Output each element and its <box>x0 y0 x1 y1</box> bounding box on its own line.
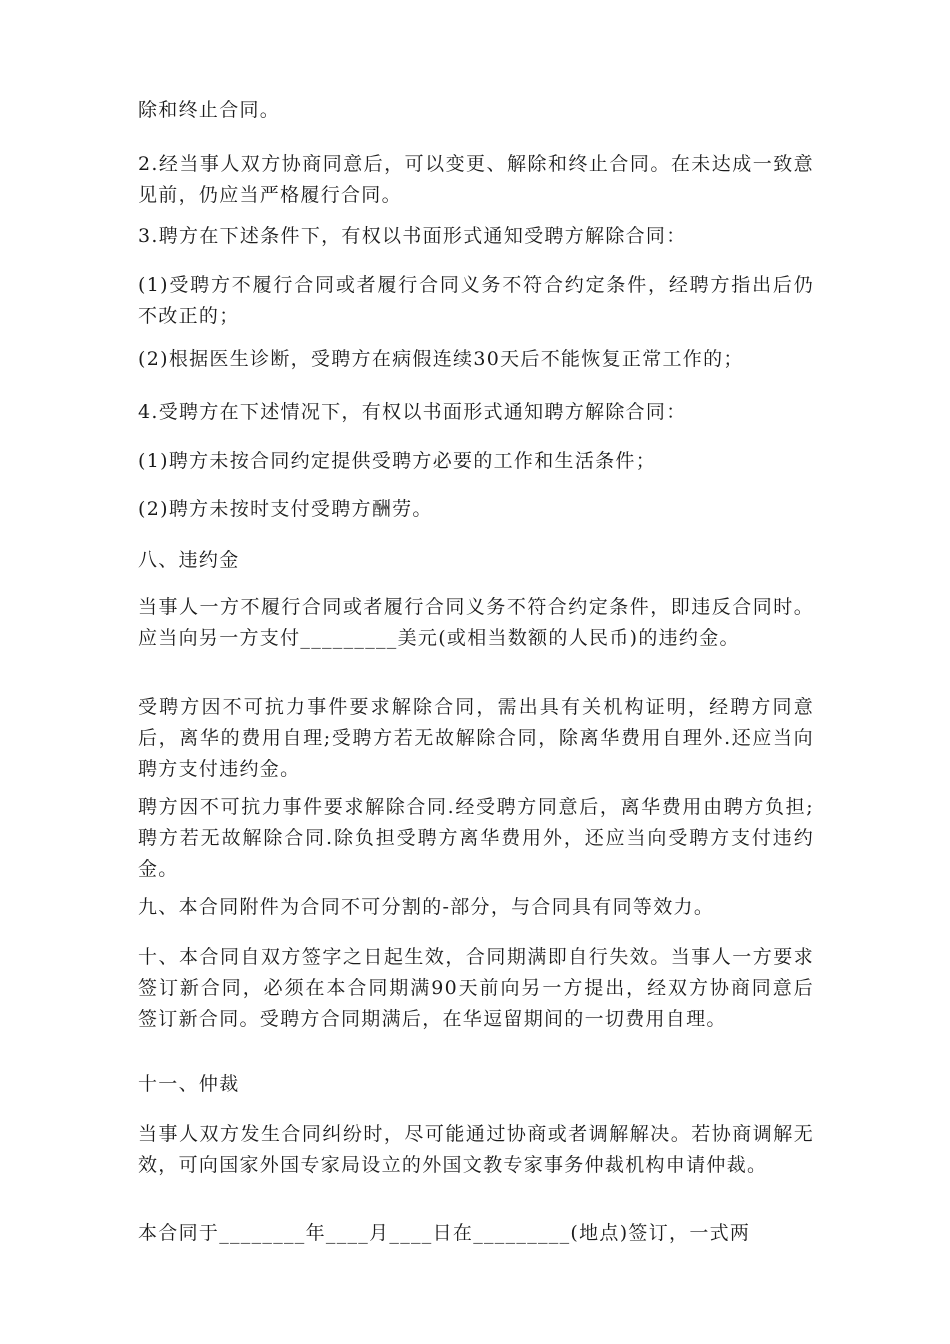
paragraph-clause-ten: 十、本合同自双方签字之日起生效，合同期满即自行失效。当事人一方要求签订新合同，必须在本合同期满90天前向另一方提出，经双方协商同意后签订新合同。受聘方合同期满后，在华逗留期间的一切费用自理。 <box>138 946 814 1030</box>
paragraph-clause-nine: 九、本合同附件为合同不可分割的-部分，与合同具有同等效力。 <box>138 896 715 918</box>
paragraph-signing: 本合同于________年____月____日在_________(地点)签订，一式两 <box>138 1222 751 1244</box>
paragraph-clause-3: 3.聘方在下述条件下，有权以书面形式通知受聘方解除合同： <box>138 225 687 247</box>
paragraph-penalty-general: 当事人一方不履行合同或者履行合同义务不符合约定条件，即违反合同时。应当向另一方支付_________美元(或相当数额的人民币)的违约金。 <box>138 596 814 649</box>
paragraph-clause-4-item-2: (2)聘方未按时支付受聘方酬劳。 <box>138 498 433 520</box>
paragraph-clause-4: 4.受聘方在下述情况下，有权以书面形式通知聘方解除合同： <box>138 401 687 423</box>
paragraph-clause-2: 2.经当事人双方协商同意后，可以变更、解除和终止合同。在未达成一致意见前，仍应当严格履行合同。 <box>138 153 814 206</box>
section-heading-arbitration: 十一、仲裁 <box>138 1073 240 1095</box>
paragraph-penalty-employer: 聘方因不可抗力事件要求解除合同.经受聘方同意后，离华费用由聘方负担;聘方若无故解除合同.除负担受聘方离华费用外，还应当向受聘方支付违约金。 <box>138 796 814 880</box>
paragraph-clause-3-item-1: (1)受聘方不履行合同或者履行合同义务不符合约定条件，经聘方指出后仍不改正的； <box>138 274 814 327</box>
paragraph-arbitration: 当事人双方发生合同纠纷时，尽可能通过协商或者调解解决。若协商调解无效，可向国家外国专家局设立的外国文教专家事务仲裁机构申请仲裁。 <box>138 1123 814 1176</box>
section-heading-penalty: 八、违约金 <box>138 549 240 571</box>
paragraph-clause-4-item-1: (1)聘方未按合同约定提供受聘方必要的工作和生活条件； <box>138 450 657 472</box>
paragraph-termination-cont: 除和终止合同。 <box>138 99 281 121</box>
paragraph-clause-3-item-2: (2)根据医生诊断，受聘方在病假连续30天后不能恢复正常工作的； <box>138 348 744 370</box>
paragraph-penalty-employee: 受聘方因不可抗力事件要求解除合同，需出具有关机构证明，经聘方同意后，离华的费用自理;受聘方若无故解除合同，除离华费用自理外.还应当向聘方支付违约金。 <box>138 696 814 780</box>
